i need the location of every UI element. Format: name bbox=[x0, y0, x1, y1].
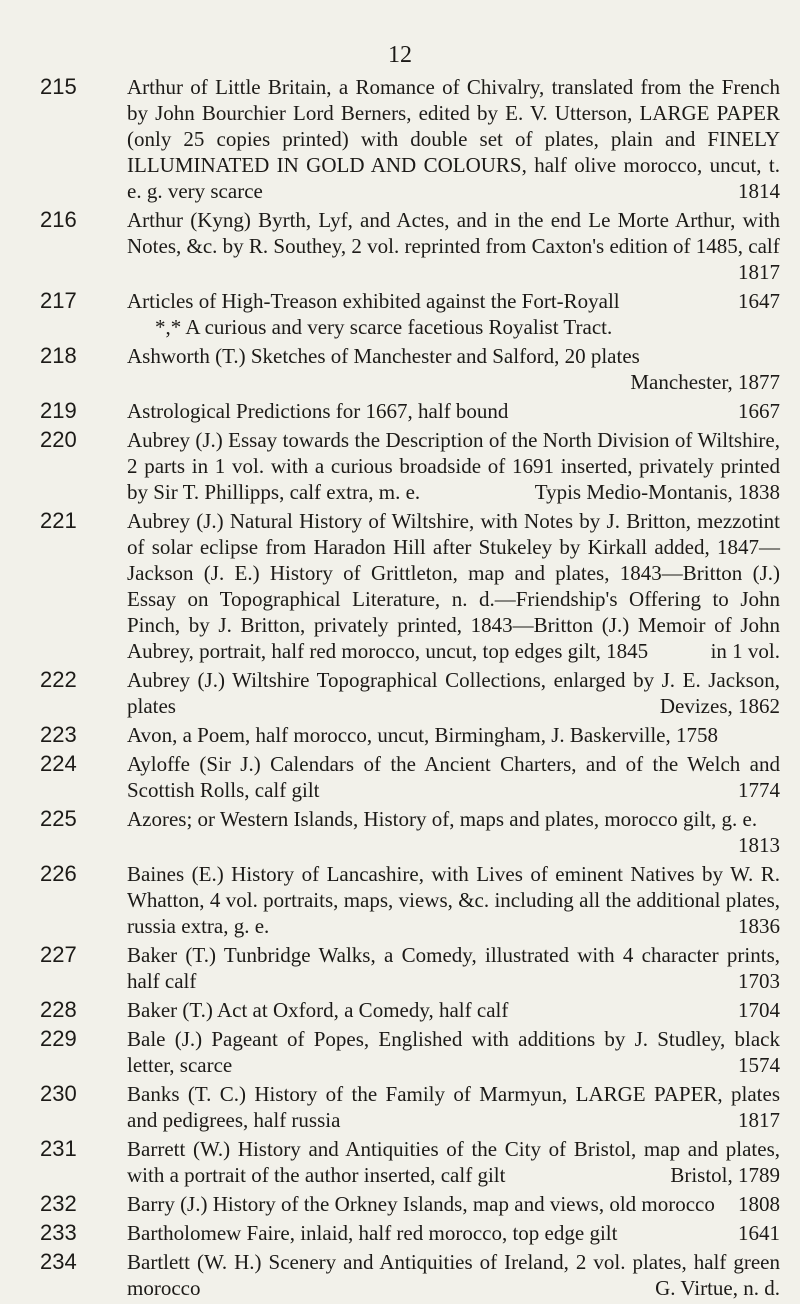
entry-text: Arthur of Little Britain, a Romance of Chivalry, translated from the French by John Bourchier Lord Berners, edited by E. V. Utterson, LARGE PAPER (only 25 copies printed) with double set of plates, plain and FINELY ILLUMINATED IN GOLD AND COLOURS, half olive morocco, uncut, t. e. g. very scarce bbox=[127, 75, 780, 203]
lot-number: 219 bbox=[40, 398, 77, 423]
lot-number: 223 bbox=[40, 722, 77, 747]
entry-imprint: 1574 bbox=[738, 1053, 780, 1077]
entry-imprint: 1641 bbox=[738, 1221, 780, 1245]
entry-description bbox=[127, 398, 780, 424]
entry-imprint: 1814 bbox=[738, 179, 780, 203]
lot-number: 227 bbox=[40, 942, 77, 967]
entry-text: Baker (T.) Act at Oxford, a Comedy, half calf bbox=[127, 998, 509, 1022]
entry-imprint: 1817 bbox=[738, 260, 780, 284]
catalogue-entry bbox=[40, 508, 780, 664]
entry-imprint: 1704 bbox=[738, 998, 780, 1022]
catalogue-entry bbox=[40, 861, 780, 939]
entry-imprint: Manchester, 1877 bbox=[630, 370, 780, 394]
entry-description bbox=[127, 1081, 780, 1133]
entry-imprint: 1703 bbox=[738, 969, 780, 993]
entry-imprint: 1836 bbox=[738, 914, 780, 938]
entry-imprint: Typis Medio-Montanis, 1838 bbox=[534, 480, 780, 504]
catalogue-entry bbox=[40, 1191, 780, 1217]
entry-note: *,* A curious and very scarce facetious Royalist Tract. bbox=[155, 315, 613, 339]
lot-number: 228 bbox=[40, 997, 77, 1022]
catalogue-entry bbox=[40, 398, 780, 424]
entry-text: Arthur (Kyng) Byrth, Lyf, and Actes, and in the end Le Morte Arthur, with Notes, &c. by R. Southey, 2 vol. reprinted from Caxton's edition of 1485, calf bbox=[127, 208, 780, 258]
lot-number: 224 bbox=[40, 751, 77, 776]
entry-description bbox=[127, 751, 780, 803]
catalogue-entry bbox=[40, 997, 780, 1023]
lot-number: 233 bbox=[40, 1220, 77, 1245]
entry-text: Bartlett (W. H.) Scenery and Antiquities of Ireland, 2 vol. plates, half green morocco bbox=[127, 1250, 780, 1300]
entry-text: Barrett (W.) History and Antiquities of the City of Bristol, map and plates, with a portrait of the author inserted, calf gilt bbox=[127, 1137, 780, 1187]
entry-imprint: Bristol, 1789 bbox=[670, 1163, 780, 1187]
entry-imprint: 1813 bbox=[738, 833, 780, 857]
entry-text: Aubrey (J.) Essay towards the Description of the North Division of Wiltshire, 2 parts in 1 vol. with a curious broadside of 1691 inserted, privately printed by Sir T. Phillipps, calf extra, m. e. bbox=[127, 428, 780, 504]
lot-number: 220 bbox=[40, 427, 77, 452]
entry-imprint: 1647 bbox=[738, 289, 780, 313]
catalogue-entry bbox=[40, 74, 780, 204]
entry-description bbox=[127, 722, 780, 748]
entry-text: Aubrey (J.) Natural History of Wiltshire, with Notes by J. Britton, mezzotint of solar eclipse from Haradon Hill after Stukeley by Kirkall added, 1847—Jackson (J. E.) History of Grittleton, map and plates, 1843—Britton (J.) Essay on Topographical Literature, n. d.—Friendship's Offering to John Pinch, by J. Britton, privately printed, 1843—Britton (J.) Memoir of John Aubrey, portrait, half red morocco, uncut, top edges gilt, 1845 bbox=[127, 509, 780, 663]
lot-number: 229 bbox=[40, 1026, 77, 1051]
catalogue-entry bbox=[40, 427, 780, 505]
entry-text: Baker (T.) Tunbridge Walks, a Comedy, illustrated with 4 character prints, half calf bbox=[127, 943, 780, 993]
entry-text: Avon, a Poem, half morocco, uncut, Birmingham, J. Baskerville, 1758 bbox=[127, 723, 719, 747]
catalogue-entry bbox=[40, 207, 780, 285]
entry-description bbox=[127, 1220, 780, 1246]
catalogue-entry bbox=[40, 806, 780, 858]
entry-description bbox=[127, 508, 780, 664]
lot-number: 232 bbox=[40, 1191, 77, 1216]
entry-description bbox=[127, 861, 780, 939]
catalogue-entry bbox=[40, 1026, 780, 1078]
catalogue-entry bbox=[40, 1220, 780, 1246]
lot-number: 230 bbox=[40, 1081, 77, 1106]
entry-description bbox=[127, 806, 780, 858]
catalogue-entry bbox=[40, 1081, 780, 1133]
entry-description bbox=[127, 667, 780, 719]
entry-imprint: G. Virtue, n. d. bbox=[655, 1276, 780, 1300]
entry-text: Ashworth (T.) Sketches of Manchester and Salford, 20 plates bbox=[127, 344, 640, 368]
lot-number: 217 bbox=[40, 288, 77, 313]
lot-number: 226 bbox=[40, 861, 77, 886]
entry-text: Baines (E.) History of Lancashire, with Lives of eminent Natives by W. R. Whatton, 4 vol. portraits, maps, views, &c. including all the additional plates, russia extra, g. e. bbox=[127, 862, 780, 938]
entry-description bbox=[127, 942, 780, 994]
entry-imprint: 1774 bbox=[738, 778, 780, 802]
entry-imprint: in 1 vol. bbox=[710, 639, 780, 663]
catalogue-entry bbox=[40, 751, 780, 803]
entry-text: Aubrey (J.) Wiltshire Topographical Collections, enlarged by J. E. Jackson, plates bbox=[127, 668, 780, 718]
catalogue-list bbox=[40, 74, 780, 1304]
entry-description bbox=[127, 288, 780, 340]
lot-number: 231 bbox=[40, 1136, 77, 1161]
entry-description bbox=[127, 74, 780, 204]
catalogue-entry bbox=[40, 343, 780, 395]
entry-description bbox=[127, 1136, 780, 1188]
entry-text: Banks (T. C.) History of the Family of Marmyun, LARGE PAPER, plates and pedigrees, half russia bbox=[127, 1082, 780, 1132]
lot-number: 218 bbox=[40, 343, 77, 368]
lot-number: 234 bbox=[40, 1249, 77, 1274]
entry-text: Ayloffe (Sir J.) Calendars of the Ancient Charters, and of the Welch and Scottish Rolls, calf gilt bbox=[127, 752, 780, 802]
catalogue-entry bbox=[40, 667, 780, 719]
entry-imprint: 1808 bbox=[738, 1192, 780, 1216]
lot-number: 221 bbox=[40, 508, 77, 533]
entry-description bbox=[127, 343, 780, 395]
entry-description bbox=[127, 997, 780, 1023]
entry-text: Bale (J.) Pageant of Popes, Englished with additions by J. Studley, black letter, scarce bbox=[127, 1027, 780, 1077]
entry-description bbox=[127, 1249, 780, 1301]
entry-imprint: 1667 bbox=[738, 399, 780, 423]
lot-number: 215 bbox=[40, 74, 77, 99]
entry-imprint: Devizes, 1862 bbox=[659, 694, 780, 718]
catalogue-entry bbox=[40, 1249, 780, 1301]
catalogue-entry bbox=[40, 722, 780, 748]
entry-description bbox=[127, 1191, 780, 1217]
entry-imprint: 1817 bbox=[738, 1108, 780, 1132]
lot-number: 216 bbox=[40, 207, 77, 232]
entry-text: Articles of High-Treason exhibited against the Fort-Royall bbox=[127, 289, 620, 313]
entry-text: Azores; or Western Islands, History of, maps and plates, morocco gilt, g. e. bbox=[127, 807, 758, 831]
entry-text: Barry (J.) History of the Orkney Islands, map and views, old morocco bbox=[127, 1192, 715, 1216]
catalogue-entry bbox=[40, 288, 780, 340]
page-number: 12 bbox=[388, 42, 412, 68]
entry-description bbox=[127, 1026, 780, 1078]
lot-number: 222 bbox=[40, 667, 77, 692]
entry-text: Bartholomew Faire, inlaid, half red morocco, top edge gilt bbox=[127, 1221, 618, 1245]
entry-description bbox=[127, 207, 780, 285]
entry-description bbox=[127, 427, 780, 505]
lot-number: 225 bbox=[40, 806, 77, 831]
catalogue-entry bbox=[40, 942, 780, 994]
catalogue-entry bbox=[40, 1136, 780, 1188]
entry-text: Astrological Predictions for 1667, half bound bbox=[127, 399, 509, 423]
